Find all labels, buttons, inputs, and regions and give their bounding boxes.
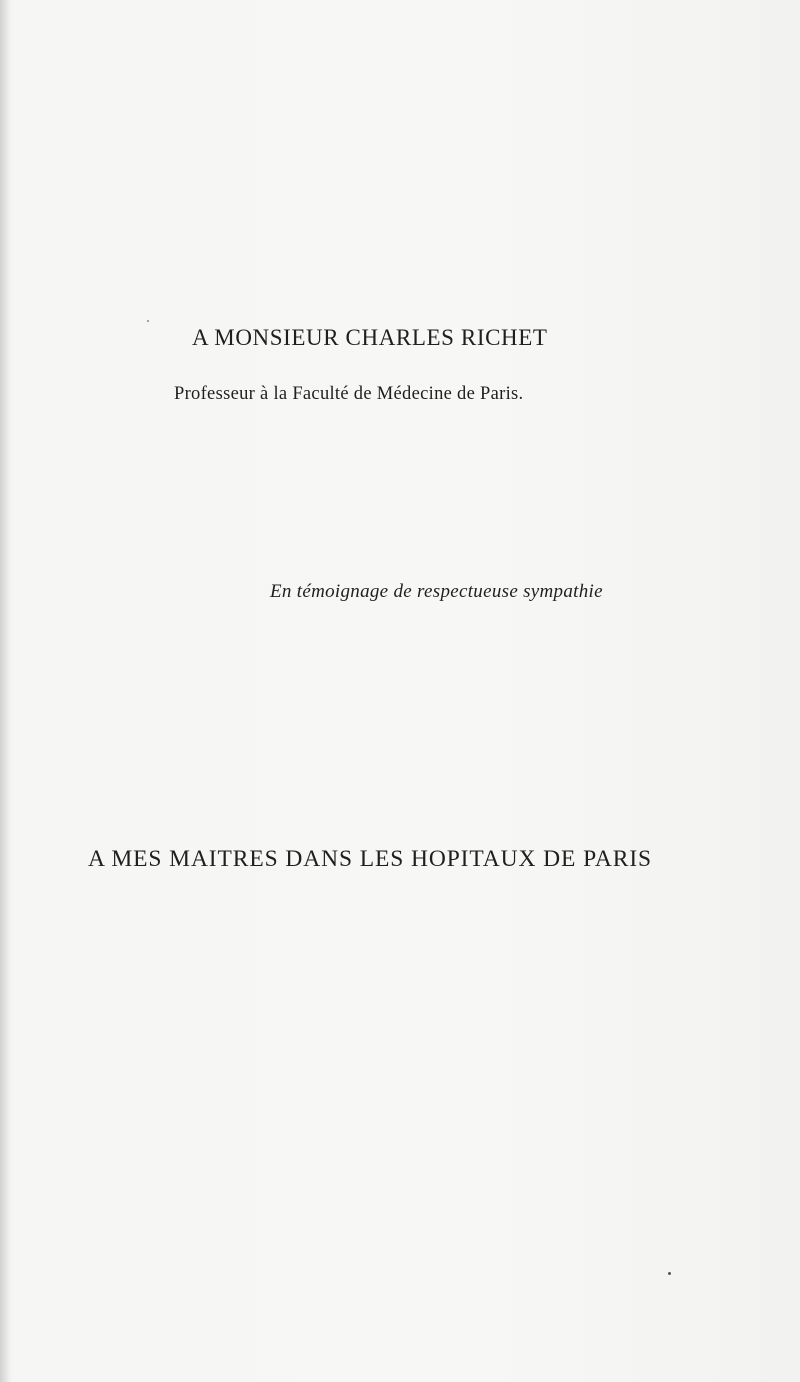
ink-speck: [147, 320, 149, 322]
gutter-shadow: [0, 0, 10, 1382]
dedication-richet-heading: A MONSIEUR CHARLES RICHET: [192, 325, 548, 350]
ink-speck: [668, 1272, 671, 1275]
dedication-richet-subtitle: Professeur à la Faculté de Médecine de Paris.: [174, 384, 524, 404]
dedication-masters-heading: A MES MAITRES DANS LES HOPITAUX DE PARIS: [88, 846, 653, 872]
epigraph: En témoignage de respectueuse sympathie: [270, 581, 603, 602]
